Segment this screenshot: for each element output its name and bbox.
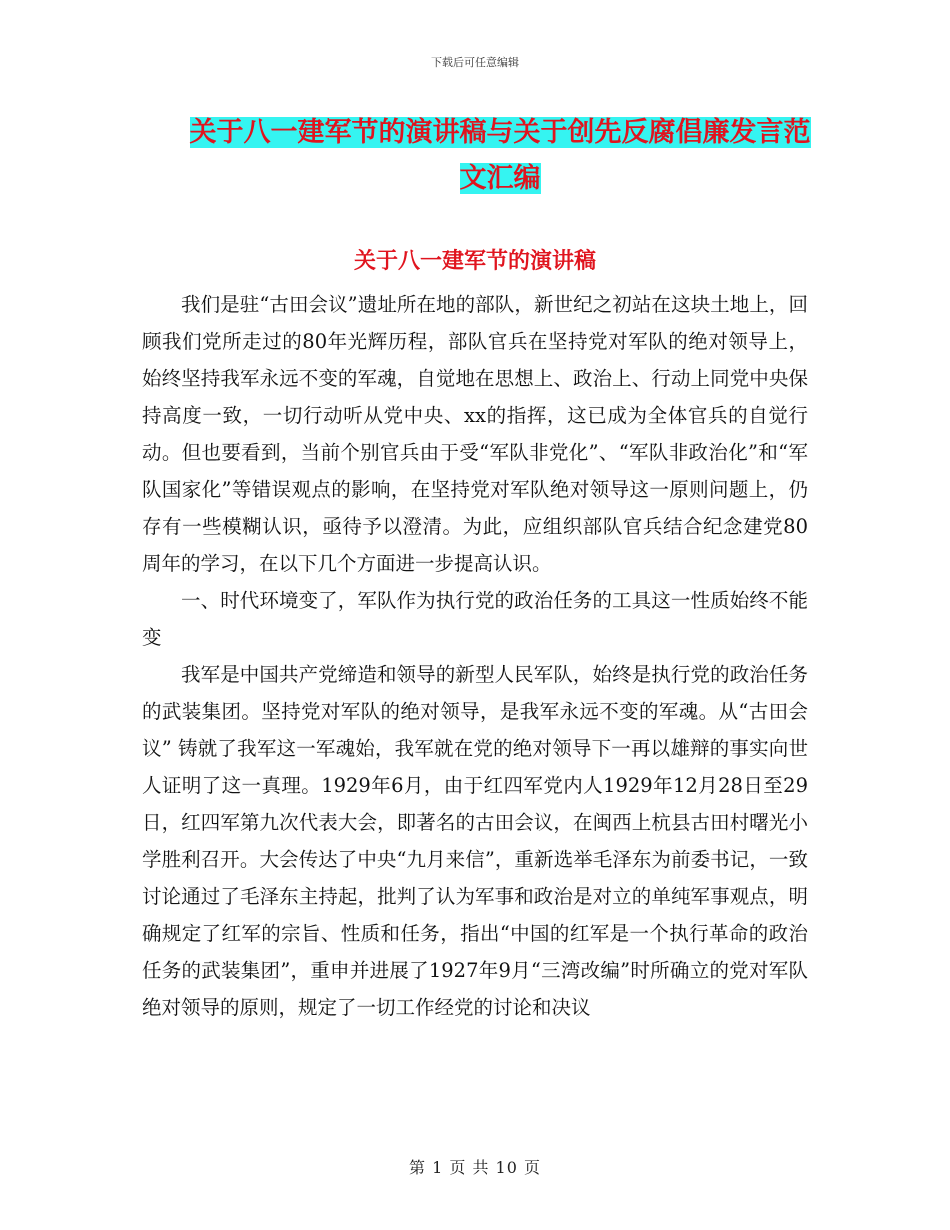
paragraph-history: 我军是中国共产党缔造和领导的新型人民军队，始终是执行党的政治任务的武装集团。坚持党对军队的绝对领导，是我军永远不变的军魂。从“古田会议” 铸就了我军这一军魂始，我军就在党的绝对领导下一再以雄辩的事实向世人证明了这一真理。1929年6月，由于红四军党内人1929年12月28日至29日，红四军第九次代表大会，即著名的古田会议，在闽西上杭县古田村曙光小学胜利召开。大会传达了中央“九月来信”，重新选举毛泽东为前委书记，一致讨论通过了毛泽东主持起，批判了认为军事和政治是对立的单纯军事观点，明确规定了红军的宗旨、性质和任务，指出“中国的红军是一个执行革命的政治任务的武装集团”，重申并进展了1927年9月“三湾改编”时所确立的党对军队绝对领导的原则，规定了一切工作经党的讨论和决议 [142,663,808,1019]
paragraph-intro: 我们是驻“古田会议”遗址所在地的部队，新世纪之初站在这块土地上，回顾我们党所走过的80年光辉历程，部队官兵在坚持党对军队的绝对领导上，始终坚持我军永远不变的军魂，自觉地在思想上、政治上、行动上同党中央保持高度一致，一切行动听从党中央、xx的指挥，这已成为全体官兵的自觉行动。但也要看到，当前个别官兵由于受“军队非党化”、“军队非政治化”和“军队国家化”等错误观点的影响，在坚持党对军队绝对领导这一原则问题上，仍存有一些模糊认识，亟待予以澄清。为此，应组织部队官兵结合纪念建党80周年的学习，在以下几个方面进一步提高认识。 [142,293,808,575]
document-body [142,286,808,1026]
document-title [150,110,850,202]
document-title-line-1: 关于八一建军节的演讲稿与关于创先反腐倡廉发言范 [189,117,811,148]
document-title-line-2: 文汇编 [459,163,541,194]
page-number-footer: 第 1 页 共 10 页 [409,1158,541,1177]
header-note: 下载后可任意编辑 [431,56,519,69]
section-title: 关于八一建军节的演讲稿 [353,248,596,274]
paragraph-heading-one: 一、时代环境变了，军队作为执行党的政治任务的工具这一性质始终不能变 [142,589,808,649]
